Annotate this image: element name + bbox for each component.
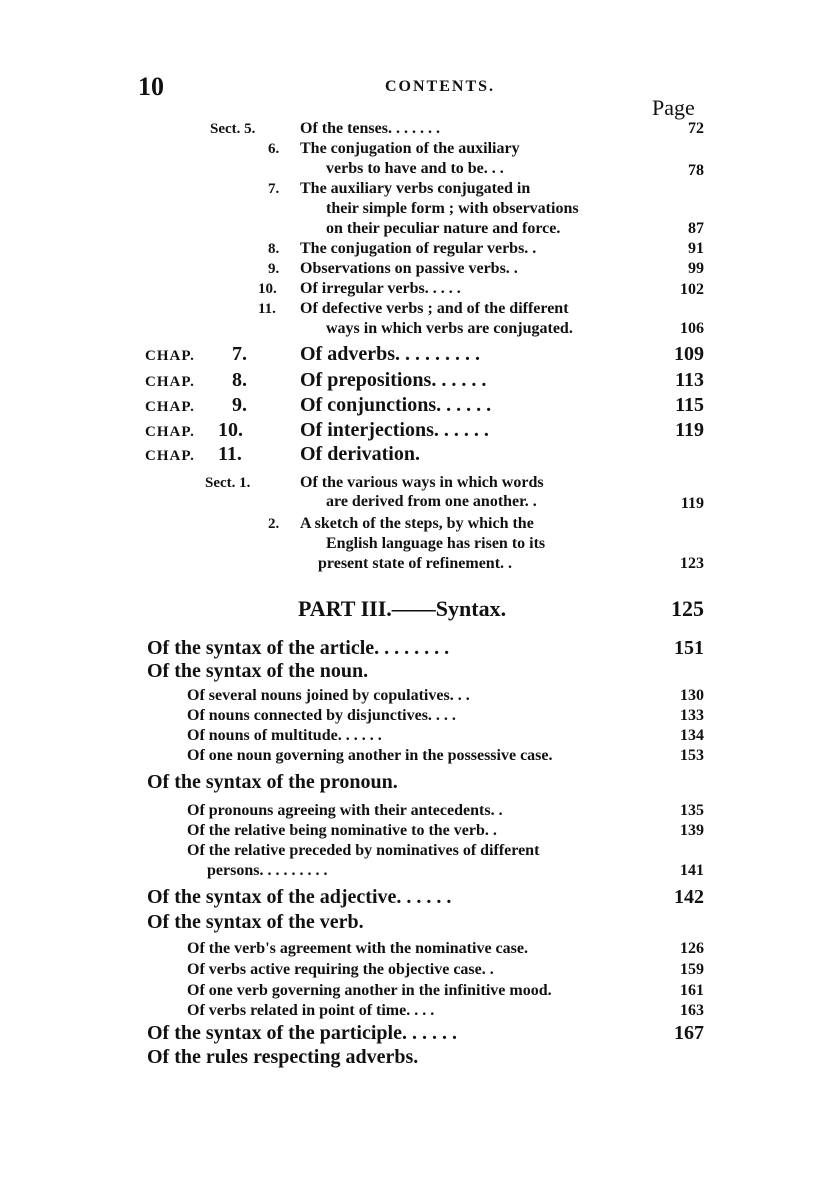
syntax-sub-entry: Of the relative preceded by nominatives of different	[187, 842, 540, 859]
section-title-cont: ways in which verbs are conjugated.	[326, 320, 573, 337]
syntax-page: 151	[674, 637, 704, 659]
part-heading: PART III.——Syntax.	[298, 596, 507, 621]
syntax-sub-entry: Of verbs related in point of time. . . .	[187, 1002, 435, 1019]
chapter-label: CHAP.	[145, 399, 195, 415]
syntax-sub-entry: Of nouns of multitude. . . . . .	[187, 727, 382, 744]
section-title-cont: their simple form ; with observations	[326, 200, 579, 217]
section-title-cont: verbs to have and to be. . .	[326, 160, 504, 177]
syntax-page: 126	[680, 940, 704, 957]
section-label: Sect. 1.	[205, 475, 251, 491]
page-column-label: Page	[652, 95, 695, 120]
syntax-main-entry: Of the syntax of the noun.	[147, 660, 369, 682]
section-label: 9.	[268, 261, 280, 277]
syntax-sub-entry: Of one verb governing another in the infinitive mood.	[187, 982, 552, 999]
section-title-cont: on their peculiar nature and force.	[326, 220, 561, 237]
syntax-page: 159	[680, 961, 704, 978]
section-title: A sketch of the steps, by which the	[300, 515, 534, 532]
syntax-page: 142	[674, 886, 704, 908]
chapter-number: 8.	[232, 369, 247, 391]
chapter-label: CHAP.	[145, 348, 195, 364]
section-label: 7.	[268, 181, 280, 197]
syntax-page: 161	[680, 982, 704, 999]
section-page: 119	[680, 495, 704, 512]
section-title: The conjugation of the auxiliary	[300, 140, 520, 157]
chapter-title: Of prepositions. . . . . .	[300, 369, 487, 391]
section-page: 106	[680, 320, 704, 337]
chapter-number: 7.	[232, 343, 247, 365]
chapter-page: 113	[675, 369, 704, 391]
syntax-main-entry: Of the syntax of the participle. . . . . .	[147, 1022, 457, 1044]
syntax-sub-entry: Of the relative being nominative to the verb. .	[187, 822, 497, 839]
section-title-cont: English language has risen to its	[326, 535, 546, 552]
chapter-title: Of derivation.	[300, 443, 420, 465]
section-title: Of the tenses. . . . . . .	[300, 120, 440, 137]
section-page: 72	[688, 120, 704, 137]
chapter-page: 119	[675, 419, 704, 441]
section-label: 11.	[258, 301, 276, 317]
syntax-page: 141	[680, 862, 704, 879]
chapter-number: 11.	[218, 443, 242, 465]
chapter-number: 9.	[232, 394, 247, 416]
chapter-page: 115	[675, 394, 704, 416]
section-label: 6.	[268, 141, 280, 157]
section-page: 99	[688, 260, 704, 277]
syntax-page: 139	[680, 822, 704, 839]
section-label: 10.	[258, 281, 277, 297]
syntax-main-entry: Of the syntax of the article. . . . . . . .	[147, 637, 450, 659]
section-page: 78	[688, 162, 704, 179]
syntax-main-entry: Of the syntax of the pronoun.	[147, 771, 398, 793]
section-title-cont: present state of refinement. .	[318, 555, 513, 572]
syntax-sub-entry-cont: persons. . . . . . . . .	[207, 862, 328, 879]
syntax-page: 133	[680, 707, 704, 724]
section-title: The conjugation of regular verbs. .	[300, 240, 537, 257]
section-title: Of the various ways in which words	[300, 474, 544, 491]
page-number: 10	[138, 72, 164, 101]
syntax-sub-entry: Of verbs active requiring the objective case. .	[187, 961, 494, 978]
section-title: Observations on passive verbs. .	[300, 260, 518, 277]
syntax-sub-entry: Of one noun governing another in the possessive case.	[187, 747, 553, 764]
chapter-title: Of conjunctions. . . . . .	[300, 394, 492, 416]
section-label: Sect. 5.	[210, 121, 256, 137]
chapter-title: Of adverbs. . . . . . . . .	[300, 343, 480, 365]
chapter-label: CHAP.	[145, 448, 195, 464]
section-page: 91	[688, 240, 704, 257]
syntax-main-entry: Of the syntax of the adjective. . . . . .	[147, 886, 452, 908]
section-label: 8.	[268, 241, 280, 257]
syntax-page: 130	[680, 687, 704, 704]
chapter-title: Of interjections. . . . . .	[300, 419, 489, 441]
section-label: 2.	[268, 516, 280, 532]
section-title: Of defective verbs ; and of the different	[300, 300, 569, 317]
syntax-sub-entry: Of the verb's agreement with the nominative case.	[187, 940, 528, 957]
running-title: CONTENTS.	[385, 78, 496, 95]
section-title-cont: are derived from one another. .	[326, 493, 537, 510]
section-title: The auxiliary verbs conjugated in	[300, 180, 531, 197]
chapter-label: CHAP.	[145, 374, 195, 390]
syntax-page: 153	[680, 747, 704, 764]
syntax-main-entry: Of the rules respecting adverbs.	[147, 1046, 419, 1068]
section-page: 87	[688, 220, 704, 237]
syntax-sub-entry: Of pronouns agreeing with their antecedents. .	[187, 802, 503, 819]
syntax-page: 135	[680, 802, 704, 819]
syntax-main-entry: Of the syntax of the verb.	[147, 911, 364, 933]
section-page: 123	[680, 555, 704, 572]
chapter-page: 109	[674, 343, 704, 365]
chapter-number: 10.	[218, 419, 243, 441]
syntax-page: 163	[680, 1002, 704, 1019]
section-page: 102	[680, 281, 704, 298]
syntax-page: 134	[680, 727, 704, 744]
syntax-page: 167	[674, 1022, 704, 1044]
chapter-label: CHAP.	[145, 424, 195, 440]
syntax-sub-entry: Of nouns connected by disjunctives. . . .	[187, 707, 456, 724]
part-page: 125	[671, 596, 704, 621]
section-title: Of irregular verbs. . . . .	[300, 280, 461, 297]
syntax-sub-entry: Of several nouns joined by copulatives. . .	[187, 687, 470, 704]
